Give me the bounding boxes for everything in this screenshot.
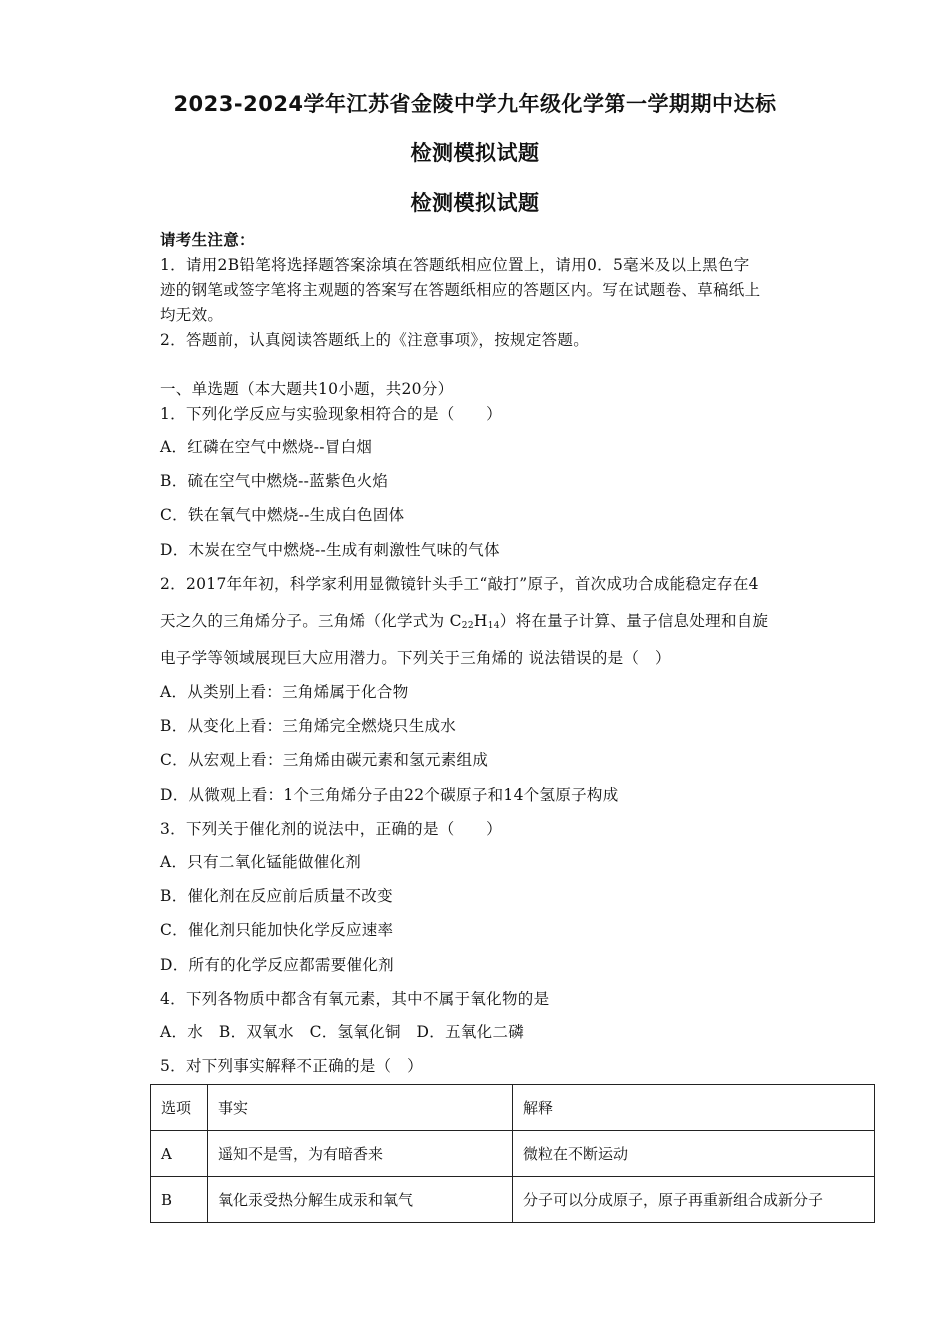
q1-option-a: A．红磷在空气中燃烧--冒白烟 [160, 438, 373, 456]
table-row [151, 1131, 875, 1177]
section1-heading: 一、单选题（本大题共10小题，共20分） [160, 380, 454, 398]
q5-header-explanation: 解释 [513, 1085, 875, 1131]
q1-option-b: B．硫在空气中燃烧--蓝紫色火焰 [160, 472, 389, 490]
exam-title-line2: 检测模拟试题 [410, 141, 540, 165]
q5-row-a-option: A [151, 1131, 208, 1177]
q5-row-b-option: B [151, 1177, 208, 1223]
q2-option-c: C．从宏观上看：三角烯由碳元素和氢元素组成 [160, 751, 489, 769]
q2-line1: 2．2017年年初，科学家利用显微镜针头手工“敲打”原子，首次成功合成能稳定存在4 [160, 575, 759, 593]
q2-formula-sub-c: 22 [461, 621, 474, 631]
q2-option-a: A．从类别上看：三角烯属于化合物 [160, 683, 409, 701]
q2-option-b: B．从变化上看：三角烯完全燃烧只生成水 [160, 717, 457, 735]
q2-line2 [160, 609, 768, 631]
q3-stem: 3．下列关于催化剂的说法中，正确的是（ ） [160, 820, 502, 838]
q5-header-option: 选项 [151, 1085, 208, 1131]
notice-item1-line3: 均无效。 [160, 306, 224, 324]
q1-option-c: C．铁在氧气中燃烧--生成白色固体 [160, 506, 405, 524]
q5-row-b-explanation: 分子可以分成原子，原子再重新组合成新分子 [513, 1177, 875, 1223]
q4-options: A．水 B．双氧水 C．氢氧化铜 D．五氧化二磷 [160, 1023, 525, 1041]
q2-line3: 电子学等领域展现巨大应用潜力。下列关于三角烯的 说法错误的是（ ） [160, 649, 671, 667]
q3-option-c: C．催化剂只能加快化学反应速率 [160, 921, 394, 939]
q1-option-d: D．木炭在空气中燃烧--生成有刺激性气味的气体 [160, 541, 500, 559]
q3-option-b: B．催化剂在反应前后质量不改变 [160, 887, 393, 905]
q5-row-b-fact: 氧化汞受热分解生成汞和氧气 [208, 1177, 513, 1223]
q5-stem: 5．对下列事实解释不正确的是（ ） [160, 1057, 423, 1075]
table-row [151, 1177, 875, 1223]
q3-option-d: D．所有的化学反应都需要催化剂 [160, 956, 394, 974]
q5-row-a-fact: 遥知不是雪，为有暗香来 [208, 1131, 513, 1177]
notice-item2: 2．答题前，认真阅读答题纸上的《注意事项》，按规定答题。 [160, 331, 590, 349]
q2-formula-sub-h: 14 [487, 621, 500, 631]
q4-stem: 4．下列各物质中都含有氧元素，其中不属于氧化物的是 [160, 990, 550, 1008]
q5-table [150, 1084, 875, 1223]
notice-item1-line2: 迹的钢笔或签字笔将主观题的答案写在答题纸相应的答题区内。写在试题卷、草稿纸上 [160, 281, 761, 299]
q2-line2-pre: 天之久的三角烯分子。三角烯（化学式为 C [160, 612, 462, 630]
q1-stem: 1．下列化学反应与实验现象相符合的是（ ） [160, 405, 502, 423]
notice-heading: 请考生注意： [160, 230, 255, 249]
exam-title-line1: 2023-2024学年江苏省金陵中学九年级化学第一学期期中达标 [173, 92, 777, 116]
q5-header-fact: 事实 [208, 1085, 513, 1131]
notice-item1-line1: 1．请用2B铅笔将选择题答案涂填在答题纸相应位置上，请用0．5毫米及以上黑色字 [160, 256, 750, 274]
q2-formula-h: H [473, 612, 488, 630]
q5-row-a-explanation: 微粒在不断运动 [513, 1131, 875, 1177]
q3-option-a: A．只有二氧化锰能做催化剂 [160, 853, 362, 871]
exam-title-line3: 检测模拟试题 [410, 191, 540, 215]
q5-table-header-row [151, 1085, 875, 1131]
q2-line2-post: ）将在量子计算、量子信息处理和自旋 [499, 612, 769, 630]
q2-option-d: D．从微观上看：1个三角烯分子由22个碳原子和14个氢原子构成 [160, 786, 619, 804]
